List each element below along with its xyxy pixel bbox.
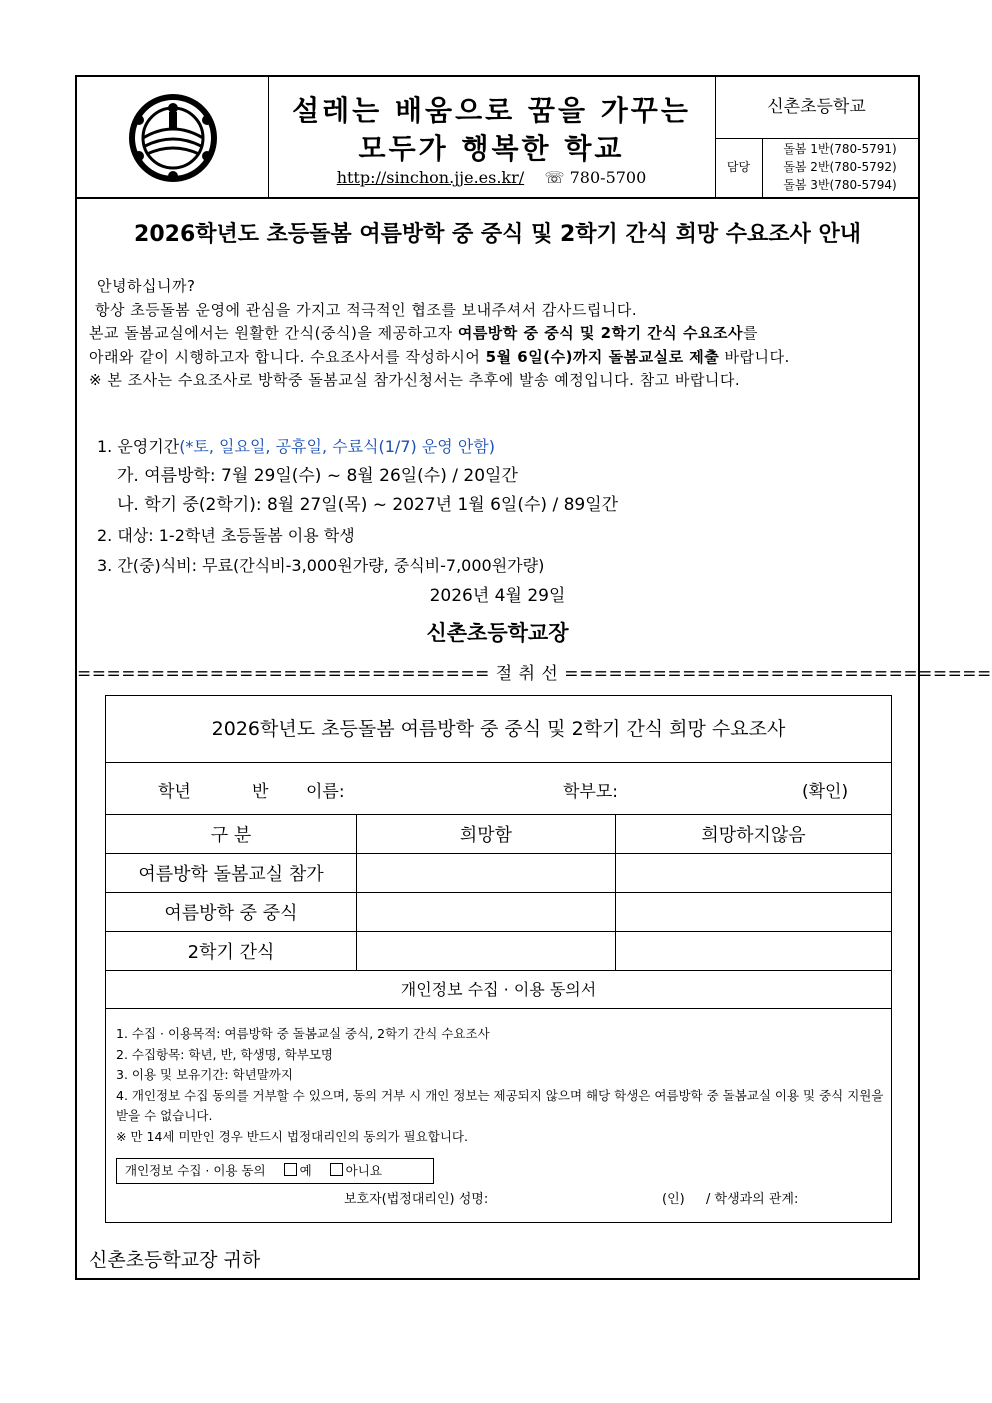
school-name: 신촌초등학교: [715, 77, 918, 139]
school-website-link[interactable]: http://sinchon.jje.es.kr/: [336, 168, 525, 187]
care-class-phone: 돌봄 3반(780-5794): [783, 178, 897, 192]
relation-label: / 학생과의 관계:: [706, 1192, 799, 1207]
name-label: 이름:: [306, 782, 345, 802]
notice-body: [89, 275, 909, 393]
no-wish-cell[interactable]: [616, 893, 891, 931]
logo-cell: [77, 77, 269, 197]
notice-title: 2026학년도 초등돌봄 여름방학 중 중식 및 2학기 간식 희망 수요조사 안내: [134, 222, 861, 247]
guardian-name-label: 보호자(법정대리인) 성명:: [344, 1192, 489, 1207]
deadline-text: 5월 6일(수)까지 돌봄교실로 제출: [485, 347, 720, 366]
consent-line: 4. 개인정보 수집 동의를 거부할 수 있으며, 동의 거부 시 개인 정보는 제공되지 않으며 해당 학생은 여름방학 중 돌봄교실 이용 및 중식 지원을 받을 수 없습니다.: [116, 1087, 884, 1123]
slogan-line-1: 설레는 배움으로 꿈을 가꾸는: [292, 94, 691, 127]
seal-label: (인): [662, 1192, 685, 1207]
table-row: [106, 932, 891, 971]
table-header: 구 분: [106, 815, 357, 853]
consent-line: 3. 이용 및 보유기간: 학년말까지: [116, 1067, 293, 1082]
consent-text: [116, 1024, 886, 1147]
table-row: [106, 854, 891, 893]
table-row: [106, 893, 891, 932]
class-label: 반: [252, 782, 269, 802]
cut-line: ============================ 절 취 선 =============================: [77, 664, 992, 684]
row-label: 여름방학 중 중식: [106, 893, 357, 931]
phone-icon: ☏: [544, 168, 565, 187]
parent-label: 학부모:: [563, 782, 618, 802]
letterhead: [77, 77, 918, 199]
notice-date: 2026년 4월 29일: [429, 586, 566, 606]
consent-no-checkbox[interactable]: [330, 1163, 343, 1176]
paragraph: [89, 322, 909, 346]
wish-cell[interactable]: [357, 854, 616, 892]
item-note: (*토, 일요일, 공휴일, 수료식(1/7) 운영 안함): [179, 437, 495, 456]
document-frame: [75, 75, 992, 1280]
item-period: [97, 432, 897, 462]
paragraph: ※ 본 조사는 수요조사로 방학중 돌봄교실 참가신청서는 추후에 발송 예정입니다. 참고 바랍니다.: [89, 371, 741, 389]
yes-label: 예: [299, 1163, 312, 1178]
student-info-row: [106, 763, 891, 815]
no-label: 아니요: [345, 1163, 382, 1178]
highlight-text: 여름방학 중 중식 및 2학기 간식 수요조사: [457, 324, 743, 342]
row-label: 여름방학 돌봄교실 참가: [106, 854, 357, 892]
table-header-row: [106, 815, 891, 854]
consent-check-label: 개인정보 수집 · 이용 동의: [125, 1163, 266, 1178]
grade-label: 학년: [158, 782, 191, 802]
principal-signature: 신촌초등학교장: [426, 621, 569, 645]
text-span: 를: [742, 324, 758, 342]
item-semester: 나. 학기 중(2학기): 8월 27일(목) ~ 2027년 1월 6일(수) / 89일간: [117, 495, 619, 516]
consent-line: 2. 수집항목: 학년, 반, 학생명, 학부모명: [116, 1046, 333, 1062]
greeting: 안녕하십니까?: [97, 277, 196, 295]
item-label: 1. 운영기간: [97, 437, 180, 456]
consent-title: 개인정보 수집 · 이용 동의서: [106, 971, 891, 1009]
no-wish-cell[interactable]: [616, 854, 891, 892]
form-title: 2026학년도 초등돌봄 여름방학 중 중식 및 2학기 간식 희망 수요조사: [106, 696, 891, 763]
care-class-phones: [762, 140, 918, 194]
care-class-phone: 돌봄 2반(780-5792): [783, 160, 897, 174]
contact-line: [268, 168, 715, 187]
slogan-line-2: 모두가 행복한 학교: [358, 132, 625, 165]
consent-yes-checkbox[interactable]: [284, 1163, 297, 1176]
closing-addressee: 신촌초등학교장 귀하: [89, 1249, 261, 1271]
care-class-phone: 돌봄 1반(780-5791): [783, 142, 897, 156]
wish-cell[interactable]: [357, 932, 616, 970]
confirm-label: (확인): [802, 782, 849, 802]
text-span: 바랍니다.: [719, 347, 790, 366]
item-summer: 가. 여름방학: 7월 29일(수) ~ 8월 26일(수) / 20일간: [117, 465, 518, 486]
consent-line: 1. 수집 · 이용목적: 여름방학 중 돌봄교실 중식, 2학기 간식 수요조사: [116, 1026, 490, 1041]
table-header: 희망하지않음: [701, 825, 806, 846]
consent-line: ※ 만 14세 미만인 경우 반드시 법정대리인의 동의가 필요합니다.: [116, 1128, 468, 1144]
table-header: 희망함: [357, 815, 616, 853]
slogan-cell: [268, 77, 716, 197]
paragraph: [89, 346, 909, 370]
item-fee: 3. 간(중)식비: 무료(간식비-3,000원가량, 중식비-7,000원가량): [97, 555, 545, 575]
row-label: 2학기 간식: [106, 932, 357, 970]
item-target: 2. 대상: 1-2학년 초등돌봄 이용 학생: [97, 526, 355, 546]
consent-checkbox-group: [116, 1158, 434, 1184]
school-phone: 780-5700: [569, 168, 647, 187]
text-span: 본교 돌봄교실에서는 원활한 간식(중식)을 제공하고자: [89, 324, 458, 342]
no-wish-cell[interactable]: [616, 932, 891, 970]
contact-label: 담당: [715, 138, 763, 197]
wish-cell[interactable]: [357, 893, 616, 931]
survey-form: [105, 695, 892, 1223]
paragraph: 항상 초등돌봄 운영에 관심을 가지고 적극적인 협조를 보내주셔서 감사드립니다.: [95, 300, 638, 319]
notice-items: [97, 432, 897, 581]
school-emblem-icon: [125, 90, 221, 186]
text-span: 아래와 같이 시행하고자 합니다. 수요조사서를 작성하시어: [89, 347, 486, 366]
